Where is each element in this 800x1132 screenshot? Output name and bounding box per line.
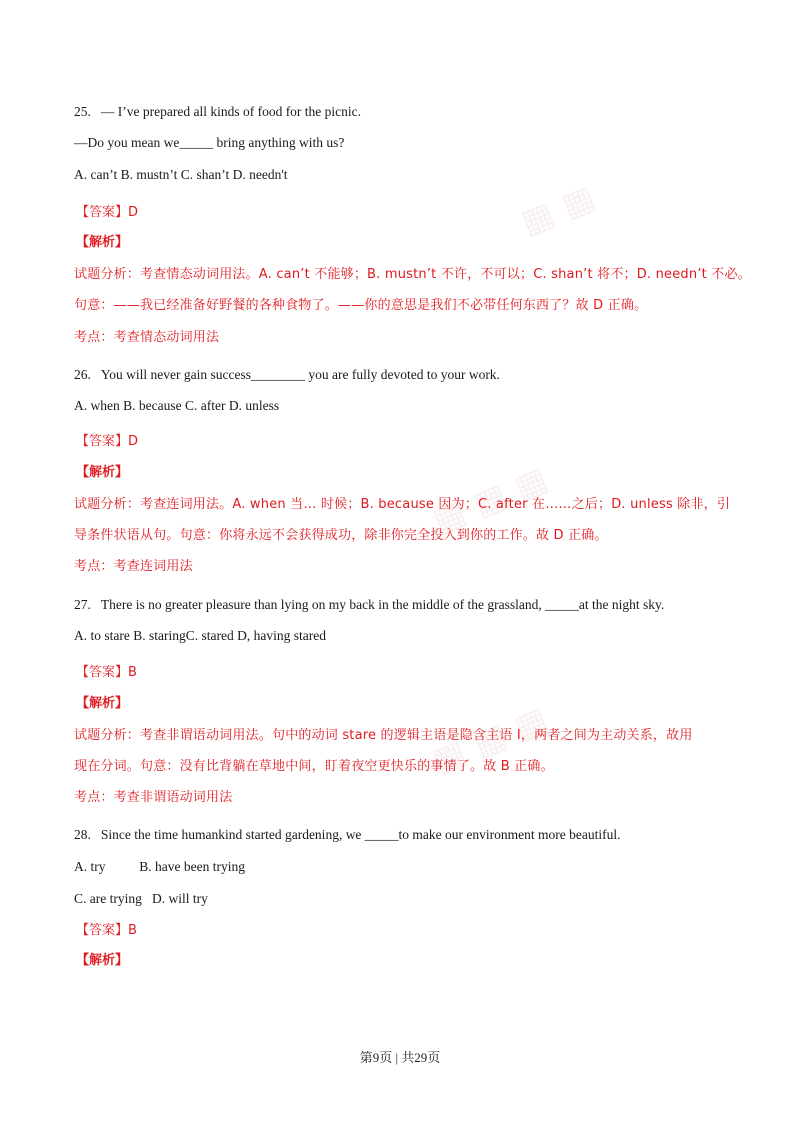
question-28-answer: [76, 921, 137, 940]
watermark-logo: ▦ ▦: [515, 177, 601, 243]
answer-value: D: [128, 205, 139, 220]
question-text: There is no greater pleasure than lying on my back in the middle of the grassland, _____at the night sky.: [100, 597, 665, 612]
question-text: You will never gain success________ you are fully devoted to your work.: [100, 367, 500, 382]
question-number: 26.: [74, 367, 91, 382]
question-text: — I’ve prepared all kinds of food for the picnic.: [100, 104, 362, 119]
question-25-analysis-1: 试题分析：考查情态动词用法。A. can’t 不能够；B. mustn’t 不许，不可以；C. shan’t 将不；D. needn’t 不必。: [74, 267, 751, 282]
answer-value: B: [128, 923, 137, 938]
question-26-analysis-1: 试题分析：考查连词用法。A. when 当… 时候；B. because 因为；C. after 在……之后；D. unless 除非，引: [74, 497, 731, 512]
question-26-point: 考点：考查连词用法: [74, 559, 193, 574]
question-28-stem: [74, 826, 621, 844]
watermark-logo: ▦ ▦ ▦: [426, 698, 554, 782]
question-26-answer: [76, 432, 138, 451]
question-28-analysis-label: 【解析】: [76, 953, 129, 968]
question-27-stem: [74, 596, 664, 614]
question-26-stem: [74, 366, 500, 384]
answer-label: 【答案】: [76, 205, 129, 220]
question-25-analysis-2: 句意：——我已经准备好野餐的各种食物了。——你的意思是我们不必带任何东西了？故 D 正确。: [74, 298, 648, 313]
question-28-options-2: C. are trying D. will try: [74, 891, 208, 906]
question-25-analysis-label: 【解析】: [76, 235, 129, 250]
question-number: 25.: [74, 104, 91, 119]
question-26-analysis-label: 【解析】: [76, 465, 129, 480]
question-27-analysis-label: 【解析】: [76, 696, 129, 711]
question-25-answer: [76, 203, 138, 222]
answer-label: 【答案】: [76, 434, 129, 449]
question-27-options: A. to stare B. staringC. stared D, having stared: [74, 628, 326, 643]
watermark-logo: ▦ ▦ ▦: [426, 458, 554, 542]
question-25-point: 考点：考查情态动词用法: [74, 330, 220, 345]
answer-label: 【答案】: [76, 923, 129, 938]
page-footer: 第9页 | 共29页: [359, 1050, 441, 1065]
question-27-analysis-2: 现在分词。句意：没有比背躺在草地中间，盯着夜空更快乐的事情了。故 B 正确。: [74, 759, 554, 774]
question-27-answer: [76, 663, 137, 682]
question-text: Since the time humankind started gardening, we _____to make our environment more beautiful.: [100, 827, 621, 842]
question-26-options: A. when B. because C. after D. unless: [74, 398, 280, 413]
answer-label: 【答案】: [76, 665, 129, 680]
question-number: 27.: [74, 597, 91, 612]
question-26-analysis-2: 导条件状语从句。句意：你将永远不会获得成功，除非你完全投入到你的工作。故 D 正确。: [74, 528, 608, 543]
question-25-options: A. can’t B. mustn’t C. shan’t D. needn't: [74, 167, 288, 182]
answer-value: D: [128, 434, 139, 449]
question-27-point: 考点：考查非谓语动词用法: [74, 790, 233, 805]
question-27-analysis-1: 试题分析：考查非谓语动词用法。句中的动词 stare 的逻辑主语是隐含主语 I，两者之间为主动关系，故用: [74, 728, 693, 743]
question-25-line2: —Do you mean we_____ bring anything with us?: [74, 135, 345, 150]
question-28-options-1: A. try B. have been trying: [74, 859, 245, 874]
question-25-stem: [74, 103, 361, 121]
question-number: 28.: [74, 827, 91, 842]
answer-value: B: [128, 665, 137, 680]
